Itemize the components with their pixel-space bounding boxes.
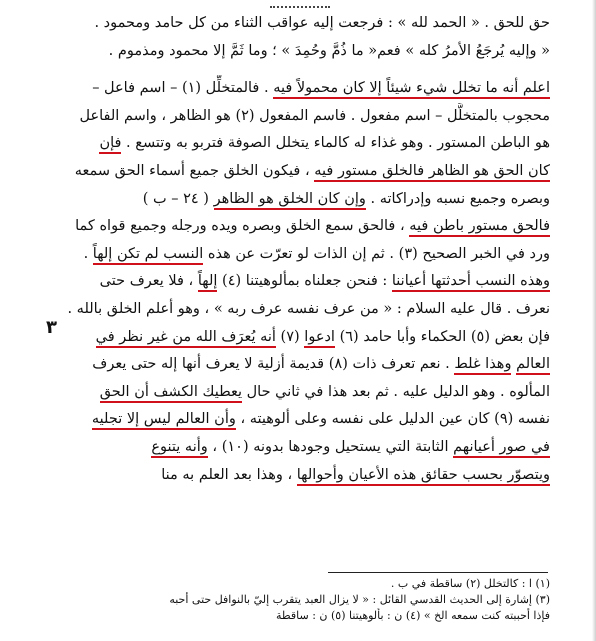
text-segment: نفسه bbox=[513, 411, 550, 428]
text-segment: الحكماء وأبا حامد bbox=[358, 328, 471, 345]
text-segment: (١٠) bbox=[221, 438, 249, 455]
top-page-marks bbox=[270, 0, 330, 8]
text-segment: محجوب بالمتخلَّل – اسم مفعول . فاسم المفعول bbox=[254, 107, 550, 124]
text-segment: (٤) bbox=[222, 273, 242, 290]
text-segment: (٧) bbox=[280, 328, 300, 345]
text-line bbox=[22, 213, 550, 241]
text-line bbox=[22, 351, 550, 379]
text-segment: المألوه . وهو الدليل عليه . ثم بعد هذا في ثاني حال bbox=[242, 383, 550, 400]
text-segment: ورد في الخبر الصحيح bbox=[417, 245, 550, 262]
text-line bbox=[22, 241, 550, 269]
underlined-phrase: اعلم أنه ما تخلل شيء شيئاً إلا كان محمولاً فيه bbox=[273, 80, 550, 99]
text-segment: (٨) bbox=[328, 356, 348, 373]
text-line bbox=[22, 268, 550, 296]
text-segment: ( ٢٤ – ب ) bbox=[142, 190, 214, 207]
text-segment: ، وهذا بعد العلم به منا bbox=[161, 466, 297, 483]
text-line bbox=[22, 379, 550, 407]
underlined-phrase: يعطيك الكشف أن الحق bbox=[100, 384, 242, 403]
text-segment: وبصره وجميع نسبه وإدراكاته . bbox=[365, 190, 550, 207]
underlined-phrase: النسب لم تكن إلهاً bbox=[93, 246, 204, 265]
margin-section-number: ٣ bbox=[46, 317, 57, 338]
main-text bbox=[22, 10, 550, 489]
text-line bbox=[22, 103, 550, 131]
text-segment: . ثم إن الذات لو تعرّت عن هذه bbox=[203, 245, 399, 262]
underlined-phrase: وهذا غلط bbox=[454, 356, 511, 375]
text-segment: . bbox=[83, 245, 93, 262]
text-segment: ، فيكون الخلق جميع أسماء الحق سمعه bbox=[74, 162, 315, 179]
text-segment: هو الظاهر ، واسم الفاعل bbox=[79, 107, 236, 124]
text-segment: (١) bbox=[181, 80, 202, 97]
text-segment: . نعم تعرف ذات bbox=[347, 356, 455, 373]
text-segment: – اسم فاعل – bbox=[92, 80, 182, 97]
underlined-phrase: فإن bbox=[99, 135, 121, 154]
text-segment: ، فلا يعرف حتى bbox=[99, 273, 198, 290]
footnotes bbox=[22, 576, 550, 624]
text-line bbox=[22, 130, 550, 158]
underlined-phrase: ادعوا bbox=[304, 329, 335, 348]
text-segment: « وإليه يُرجَعُ الأمرُ كله » فعم« ما ذُمَّ وحُمِدَ » ؛ وما ثَمَّ إلا محمود ومذموم . bbox=[108, 42, 550, 59]
text-segment: فإن بعض bbox=[489, 328, 550, 345]
underlined-phrase: العالم bbox=[516, 356, 550, 375]
text-line bbox=[22, 434, 550, 462]
text-line bbox=[22, 186, 550, 214]
text-segment: هو الباطن المستور . وهو غذاء له كالماء يتخلل الصوفة فتربو به وتتسع . bbox=[121, 135, 550, 152]
text-segment: (٢) bbox=[235, 107, 255, 124]
underlined-phrase: وإن كان الخلق هو الظاهر bbox=[214, 191, 366, 210]
underlined-phrase: وأنه يتنوع bbox=[151, 439, 207, 458]
text-line bbox=[22, 406, 550, 434]
footnote-line: (١) ا : كالتخلل (٢) ساقطة في ب . bbox=[390, 577, 550, 590]
underlined-phrase: وأن العالم ليس إلا تجليه bbox=[92, 411, 236, 430]
text-segment: . فالمتخلِّل bbox=[201, 80, 274, 97]
underlined-phrase: أنه يُعرَف الله من غير نظر في bbox=[96, 329, 276, 348]
text-segment: الثابتة التي يستحيل وجودها بدونه bbox=[248, 438, 454, 455]
text-line bbox=[22, 75, 550, 103]
underlined-phrase: كان الحق هو الظاهر فالخلق مستور فيه bbox=[314, 163, 550, 182]
text-segment: (٥) bbox=[470, 328, 490, 345]
text-line bbox=[22, 10, 550, 38]
text-segment: كان عين الدليل على نفسه وعلى ألوهيته ، bbox=[235, 411, 495, 428]
underlined-phrase: إلهاً bbox=[198, 273, 218, 292]
text-segment: (٣) bbox=[398, 245, 418, 262]
underlined-phrase: فالحق مستور باطن فيه bbox=[409, 218, 550, 237]
text-segment: (٩) bbox=[494, 411, 514, 428]
text-segment: (٦) bbox=[339, 328, 359, 345]
text-line bbox=[22, 324, 550, 352]
text-segment: قديمة أزلية لا يعرف أنها إله حتى يعرف bbox=[92, 356, 329, 373]
underlined-phrase: ويتصوّر بحسب حقائق هذه الأعيان وأحوالها bbox=[297, 467, 550, 486]
text-line bbox=[22, 158, 550, 186]
text-segment: حق للحق . « الحمد لله » : فرجعت إليه عواقب الثناء من كل حامد ومحمود . bbox=[94, 15, 550, 31]
text-segment: ، فالحق سمع الخلق وبصره ويده ورجله وجميع قواه كما bbox=[75, 218, 410, 235]
footnote-separator bbox=[328, 572, 548, 573]
underlined-phrase: وهذه النسب أحدثتها أعياننا bbox=[392, 273, 550, 292]
text-line bbox=[22, 462, 550, 490]
scan-edge bbox=[592, 0, 596, 641]
text-line bbox=[22, 296, 550, 324]
text-segment: : فنحن جعلناه بمألوهيتنا bbox=[241, 273, 392, 290]
text-segment: نعرف . قال عليه السلام : « من عرف نفسه عرف ربه » ، وهو أعلم الخلق بالله . bbox=[67, 300, 550, 317]
footnote-line: (٣) إشارة إلى الحديث القدسي القائل : « لا يزال العبد يتقرب إليّ بالنوافل حتى أحبه bbox=[169, 593, 550, 606]
footnote-line: فإذا أحببته كنت سمعه الخ » (٤) ن : بألوهيتنا (٥) ن : ساقطة bbox=[275, 609, 550, 622]
text-segment: ، bbox=[207, 438, 222, 455]
text-line bbox=[22, 38, 550, 66]
underlined-phrase: في صور أعيانهم bbox=[453, 439, 550, 458]
